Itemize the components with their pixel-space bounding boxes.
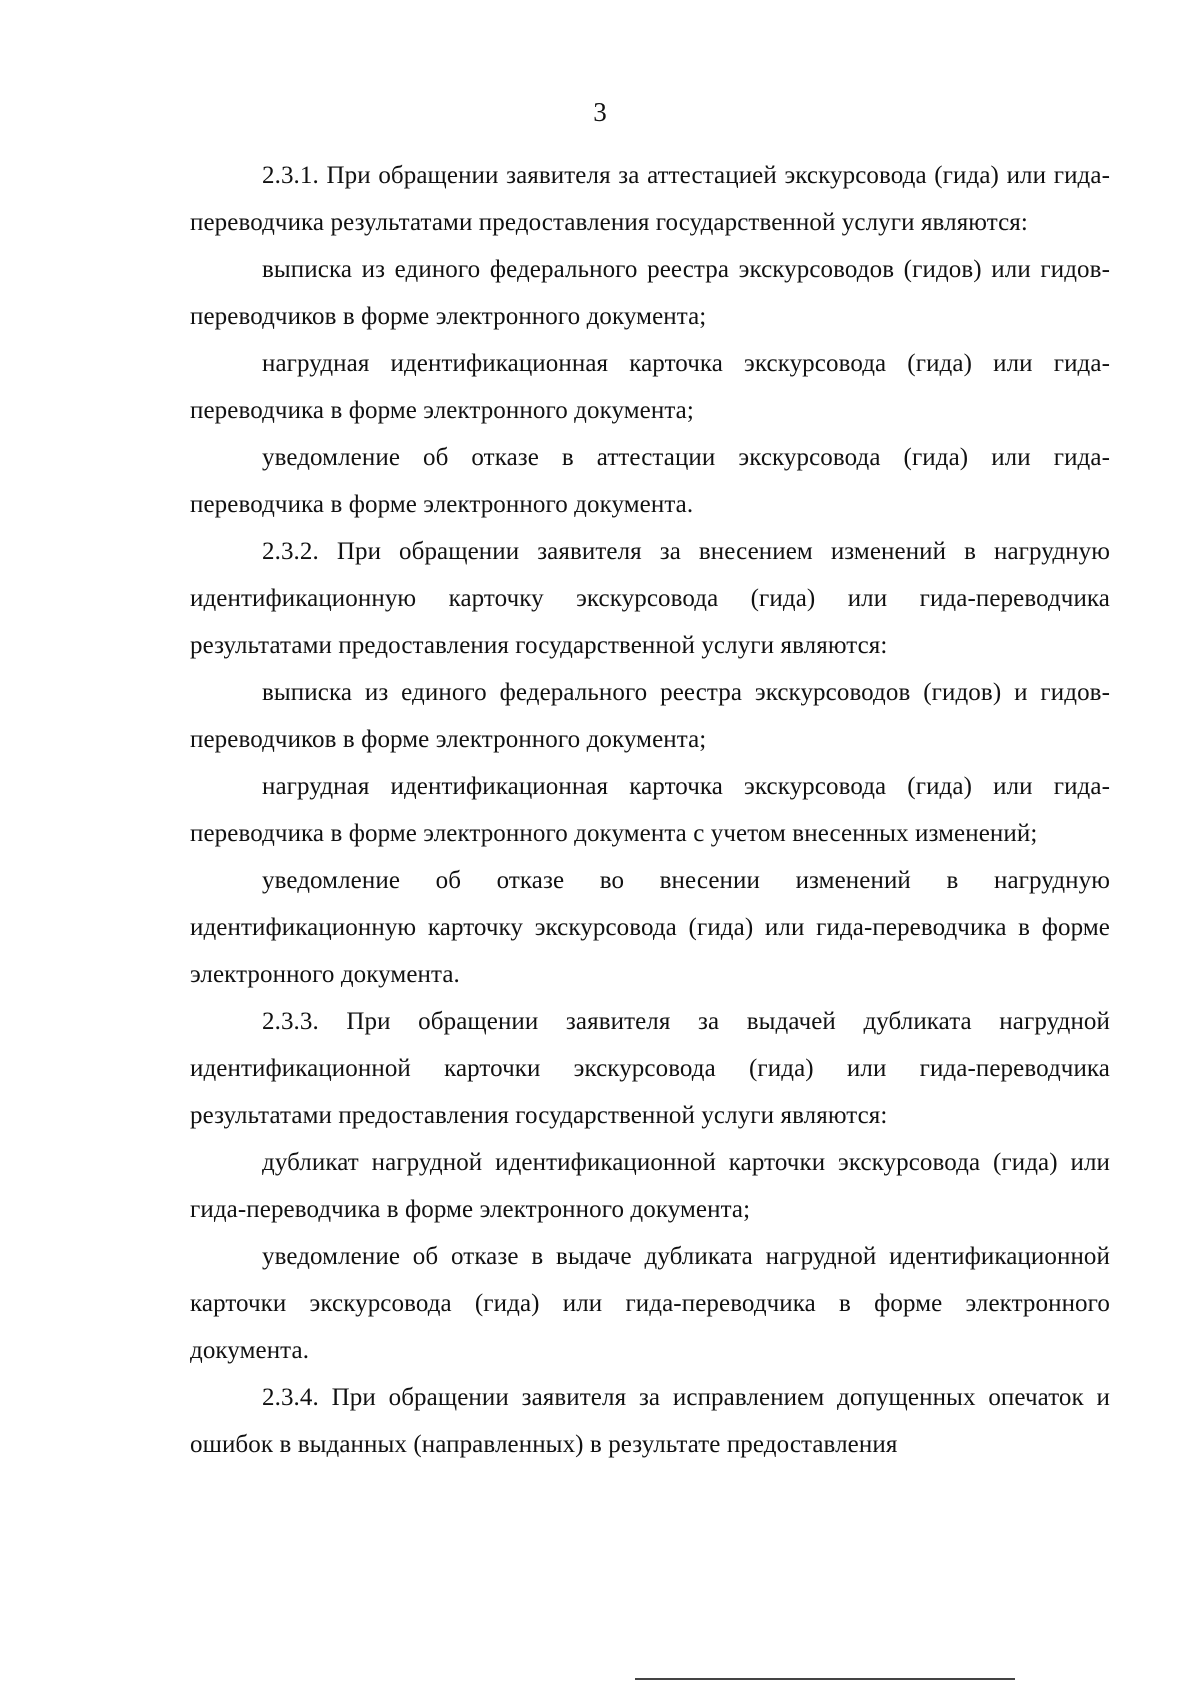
paragraph-refusal-duplicate: уведомление об отказе в выдаче дубликата нагрудной идентификационной карточки экскурсовода (гида) или гида-переводчика в форме электронного документа.: [190, 1243, 1110, 1364]
paragraph-badge-card: нагрудная идентификационная карточка экскурсовода (гида) или гида-переводчика в форме электронного документа;: [190, 350, 1110, 424]
paragraph-2-3-1: 2.3.1. При обращении заявителя за аттестацией экскурсовода (гида) или гида-переводчика результатами предоставления государственной услуги являются:: [190, 162, 1110, 236]
paragraph-refusal-changes: уведомление об отказе во внесении изменений в нагрудную идентификационную карточку экскурсовода (гида) или гида-переводчика в форме электронного документа.: [190, 867, 1110, 988]
bottom-rule: [635, 1678, 1015, 1680]
paragraph-2-3-3: 2.3.3. При обращении заявителя за выдачей дубликата нагрудной идентификационной карточки экскурсовода (гида) или гида-переводчика результатами предоставления государственной услуги являются:: [190, 1008, 1110, 1129]
page-number: 3: [593, 97, 607, 127]
paragraph-2-3-2: 2.3.2. При обращении заявителя за внесением изменений в нагрудную идентификационную карточку экскурсовода (гида) или гида-переводчика результатами предоставления государственной услуги являются:: [190, 538, 1110, 659]
paragraph-extract-registry: выписка из единого федерального реестра экскурсоводов (гидов) или гидов-переводчиков в форме электронного документа;: [190, 256, 1110, 330]
paragraph-refusal-attestation: уведомление об отказе в аттестации экскурсовода (гида) или гида-переводчика в форме электронного документа.: [190, 444, 1110, 518]
document-body: [190, 152, 1110, 1468]
paragraph-extract-registry-changes: выписка из единого федерального реестра экскурсоводов (гидов) и гидов-переводчиков в форме электронного документа;: [190, 679, 1110, 753]
paragraph-duplicate-card: дубликат нагрудной идентификационной карточки экскурсовода (гида) или гида-переводчика в форме электронного документа;: [190, 1149, 1110, 1223]
paragraph-2-3-4: 2.3.4. При обращении заявителя за исправлением допущенных опечаток и ошибок в выданных (направленных) в результате предоставления: [190, 1384, 1110, 1458]
paragraph-badge-card-changes: нагрудная идентификационная карточка экскурсовода (гида) или гида-переводчика в форме электронного документа с учетом внесенных изменений;: [190, 773, 1110, 847]
